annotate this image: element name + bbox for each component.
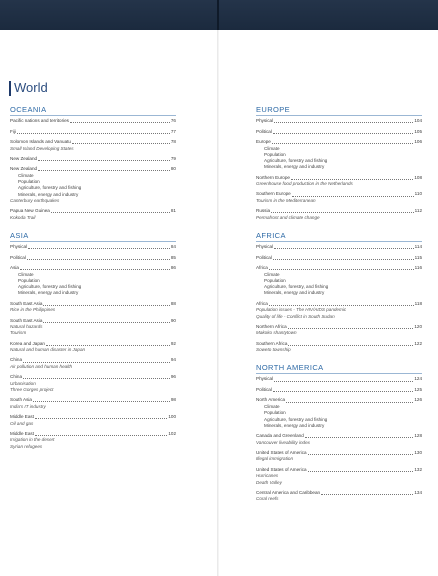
dot-leader	[274, 381, 413, 382]
dot-leader	[51, 212, 170, 213]
toc-subtopic: Agriculture, forestry and fishing	[18, 284, 82, 290]
toc-entry[interactable]	[10, 374, 176, 393]
page-title	[9, 80, 48, 96]
toc-entry[interactable]	[256, 244, 422, 251]
toc-page-number: 116	[414, 265, 422, 271]
toc-case-study: Vancouver liveability index	[256, 439, 310, 445]
toc-entry-title[interactable]: Pacific nations and territories	[10, 118, 69, 123]
toc-entry-title[interactable]: Political	[10, 254, 26, 260]
toc-entry-row[interactable]	[10, 118, 176, 125]
toc-entry-title[interactable]: Papua New Guinea	[10, 208, 50, 214]
toc-case-study: Death Valley	[256, 479, 282, 485]
dot-leader	[27, 259, 170, 260]
toc-subtopic: Minerals, energy and industry	[264, 290, 325, 296]
section-heading: OCEANIA	[10, 105, 176, 116]
toc-subtopic: Minerals, energy and industry	[18, 191, 79, 197]
toc-case-study: Syrian refugees	[10, 443, 43, 449]
toc-entry-title[interactable]: New Zealand	[10, 155, 38, 161]
toc-subtopic: Agriculture, forestry and fishing	[264, 158, 328, 164]
toc-subtopic: Population	[18, 277, 40, 283]
toc-subtopic: Population	[264, 151, 286, 157]
toc-page-number: 92	[170, 340, 176, 346]
dot-leader	[33, 401, 170, 402]
dot-leader	[269, 305, 414, 306]
toc-entry[interactable]	[10, 397, 176, 410]
toc-entry[interactable]	[256, 301, 422, 320]
toc-subtopic: Population	[264, 277, 286, 283]
toc-entry-title[interactable]: Southern Africa	[256, 340, 288, 346]
dot-leader	[274, 122, 413, 123]
toc-page-number: 76	[170, 118, 176, 123]
toc-case-study: Natural and human disaster in Japan	[10, 347, 86, 353]
toc-entry-title[interactable]: Physical	[256, 118, 274, 123]
toc-entry-row[interactable]	[256, 387, 422, 394]
toc-entry[interactable]	[256, 387, 422, 394]
toc-entry-title[interactable]: Physical	[256, 376, 274, 382]
dot-leader	[271, 212, 414, 213]
toc-case-study: Urbanisation	[10, 380, 36, 386]
toc-page-number: 79	[170, 155, 176, 161]
dot-leader	[273, 133, 413, 134]
section-heading: ASIA	[10, 231, 176, 242]
toc-entry-row[interactable]	[256, 376, 422, 383]
toc-entry-title[interactable]: Asia	[10, 265, 19, 271]
toc-entry[interactable]	[10, 431, 176, 450]
toc-page-number: 84	[170, 244, 176, 250]
toc-entry[interactable]	[10, 208, 176, 221]
toc-entry[interactable]	[256, 175, 422, 188]
toc-page-number: 122	[414, 340, 422, 346]
page-fold	[217, 0, 219, 576]
toc-entry[interactable]	[256, 376, 422, 383]
toc-entry-title[interactable]: Africa	[256, 300, 268, 306]
toc-entry[interactable]	[256, 129, 422, 136]
toc-entry-title[interactable]: Korea and Japan	[10, 340, 45, 346]
toc-page-number: 128	[414, 433, 422, 439]
dot-leader	[273, 391, 413, 392]
dot-leader	[23, 378, 170, 379]
toc-case-study: Makoko shantytown	[256, 330, 297, 336]
toc-entry[interactable]	[10, 414, 176, 427]
toc-subtopic: Climate	[18, 172, 34, 178]
toc-case-study: Oil and gas	[10, 420, 34, 426]
toc-entry-title[interactable]: Southern Europe	[256, 191, 291, 197]
toc-entry-title[interactable]: Canada and Greenland	[256, 433, 304, 439]
toc-entry-row[interactable]	[256, 244, 422, 251]
toc-entry-title[interactable]: Northern Africa	[256, 323, 287, 329]
toc-entry[interactable]	[10, 265, 176, 297]
toc-case-study: Air pollution and human health	[10, 363, 73, 369]
toc-page-number: 88	[170, 300, 176, 306]
toc-page-number: 81	[170, 208, 176, 214]
toc-subtopic: Population	[264, 410, 286, 416]
toc-entry[interactable]	[10, 244, 176, 251]
toc-page-number: 104	[414, 118, 422, 123]
dot-leader	[308, 471, 414, 472]
toc-entry[interactable]	[10, 166, 176, 204]
toc-page-number: 132	[414, 466, 422, 472]
toc-page-number: 94	[170, 357, 176, 363]
toc-page-number: 78	[170, 139, 176, 144]
toc-page-number: 120	[414, 323, 422, 329]
dot-leader	[269, 269, 414, 270]
toc-entry-row[interactable]	[256, 129, 422, 136]
toc-case-study: Rice in the Philippines	[10, 307, 56, 313]
toc-subtopic: Climate	[264, 145, 280, 151]
toc-entry[interactable]	[256, 450, 422, 463]
toc-case-study: Kokoda Trail	[10, 214, 36, 220]
dot-leader	[274, 248, 414, 249]
toc-case-study: Permafrost and climate change	[256, 214, 320, 220]
toc-entry[interactable]	[256, 208, 422, 221]
toc-entry[interactable]	[256, 139, 422, 171]
toc-subtopic: Minerals, energy and industry	[264, 422, 325, 428]
dot-leader	[321, 494, 413, 495]
dot-leader	[292, 196, 414, 197]
toc-entry[interactable]	[10, 139, 176, 152]
toc-entry-title[interactable]: Northern Europe	[256, 174, 290, 180]
section-heading: NORTH AMERICA	[256, 363, 422, 374]
toc-page-number: 126	[414, 397, 422, 403]
toc-entry-title[interactable]: Middle East	[10, 430, 35, 436]
toc-entry-row[interactable]	[256, 255, 422, 262]
toc-entry-title[interactable]: United States of America	[256, 449, 307, 455]
left-column	[10, 105, 176, 454]
dot-leader	[286, 402, 413, 403]
toc-entry-row[interactable]	[10, 156, 176, 163]
toc-case-study: Hurricanes	[256, 473, 279, 479]
toc-page-number: 134	[414, 489, 422, 495]
toc-page-number: 100	[168, 414, 176, 420]
toc-entry-row[interactable]	[10, 129, 176, 136]
toc-case-study: Three Gorges project	[10, 387, 54, 393]
toc-entry-row[interactable]	[10, 244, 176, 251]
toc-entry[interactable]	[10, 341, 176, 354]
title-accent-bar	[9, 81, 11, 96]
toc-entry[interactable]	[256, 191, 422, 204]
toc-page-number: 80	[170, 166, 176, 172]
toc-subtopic: Agriculture, forestry and fishing	[264, 416, 328, 422]
dot-leader	[305, 437, 414, 438]
toc-entry-title[interactable]: South East Asia	[10, 300, 43, 306]
toc-case-study: Coral reefs	[256, 496, 279, 502]
toc-entry[interactable]	[10, 357, 176, 370]
dot-leader	[291, 179, 413, 180]
toc-page-number: 96	[170, 374, 176, 380]
toc-page-number: 86	[170, 265, 176, 271]
toc-page-number: 130	[414, 449, 422, 455]
dot-leader	[35, 418, 167, 419]
toc-entry-title[interactable]: Russia	[256, 208, 271, 214]
toc-entry-title[interactable]: Europe	[256, 139, 271, 144]
toc-entry[interactable]	[10, 129, 176, 136]
toc-subtopic: Minerals, energy and industry	[18, 290, 79, 296]
toc-entry[interactable]	[256, 118, 422, 125]
dot-leader	[20, 269, 170, 270]
toc-entry-title[interactable]: North America	[256, 397, 286, 403]
toc-entry[interactable]	[256, 433, 422, 446]
toc-page-number: 118	[414, 300, 422, 306]
toc-page-number: 105	[414, 128, 422, 134]
toc-entry-title[interactable]: South East Asia	[10, 317, 43, 323]
page-fold-top	[217, 0, 219, 30]
dot-leader	[272, 143, 414, 144]
toc-entry[interactable]	[256, 265, 422, 297]
page-title-text: World	[14, 80, 48, 95]
toc-subtopic: Population	[18, 179, 40, 185]
toc-entry-title[interactable]: Political	[256, 128, 272, 134]
toc-entry[interactable]	[256, 341, 422, 354]
toc-entry[interactable]	[256, 255, 422, 262]
toc-subtopic: Agriculture, forestry, and fishing	[264, 284, 329, 290]
dot-leader	[17, 133, 170, 134]
dot-leader	[46, 345, 170, 346]
toc-entry[interactable]	[10, 156, 176, 163]
toc-entry-title[interactable]: Africa	[256, 265, 268, 271]
toc-case-study: Quality of life - Conflict in South Sudan	[256, 313, 335, 319]
toc-case-study: Illegal immigration	[256, 456, 294, 462]
dot-leader	[38, 160, 170, 161]
toc-subtopic: Climate	[18, 271, 34, 277]
toc-page-number: 98	[170, 397, 176, 403]
toc-entry[interactable]	[256, 467, 422, 486]
dot-leader	[70, 122, 170, 123]
dot-leader	[288, 345, 413, 346]
toc-page-number: 115	[414, 254, 422, 260]
toc-entry-title[interactable]: Physical	[256, 244, 274, 250]
toc-entry[interactable]	[256, 490, 422, 503]
toc-entry-title[interactable]: Political	[256, 386, 272, 392]
dot-leader	[43, 322, 169, 323]
dot-leader	[273, 259, 414, 260]
toc-page-number: 108	[414, 174, 422, 180]
toc-page-number: 125	[414, 386, 422, 392]
header-band	[0, 0, 438, 30]
dot-leader	[38, 170, 170, 171]
toc-entry-title[interactable]: China	[10, 357, 23, 363]
toc-page-number: 112	[414, 208, 422, 214]
toc-entry-title[interactable]: Physical	[10, 244, 28, 250]
toc-entry-title[interactable]: China	[10, 374, 23, 380]
dot-leader	[23, 362, 170, 363]
toc-page-number: 124	[414, 376, 422, 382]
toc-case-study: India's IT industry	[10, 403, 46, 409]
toc-entry-title[interactable]: Political	[256, 254, 272, 260]
toc-entry-title[interactable]: Fiji	[10, 128, 16, 134]
toc-case-study: Canterbury earthquakes	[10, 197, 60, 203]
dot-leader	[72, 143, 170, 144]
toc-entry[interactable]	[10, 318, 176, 337]
toc-entry-row[interactable]	[256, 118, 422, 125]
toc-case-study: Soweto township	[256, 347, 291, 353]
toc-entry-title[interactable]: South Asia	[10, 397, 32, 403]
dot-leader	[28, 248, 170, 249]
toc-page-number: 110	[414, 191, 422, 197]
toc-case-study: Irrigation in the desert	[10, 437, 55, 443]
dot-leader	[308, 454, 414, 455]
toc-case-study: Small Island Developing States	[10, 145, 74, 151]
toc-page-number: 114	[414, 244, 422, 250]
toc-entry-title[interactable]: New Zealand	[10, 166, 38, 172]
toc-entry-row[interactable]	[10, 255, 176, 262]
toc-case-study: Tourism	[10, 330, 27, 336]
toc-entry[interactable]	[256, 397, 422, 429]
section-heading: EUROPE	[256, 105, 422, 116]
toc-case-study: Greenhouse food production in the Netherlands	[256, 181, 353, 187]
toc-entry-title[interactable]: Solomon Islands and Vanuatu	[10, 139, 71, 144]
toc-entry[interactable]	[10, 118, 176, 125]
toc-page-number: 90	[170, 317, 176, 323]
toc-subtopic: Agriculture, forestry and fishing	[18, 185, 82, 191]
toc-case-study: Natural hazards	[10, 324, 43, 330]
toc-subtopic: Climate	[264, 403, 280, 409]
toc-entry[interactable]	[256, 324, 422, 337]
dot-leader	[288, 328, 414, 329]
toc-entry-title[interactable]: Central America and Caribbean	[256, 489, 321, 495]
toc-entry-title[interactable]: United States of America	[256, 466, 307, 472]
toc-entry-title[interactable]: Middle East	[10, 414, 35, 420]
section-heading: AFRICA	[256, 231, 422, 242]
dot-leader	[35, 435, 167, 436]
toc-subtopic: Climate	[264, 271, 280, 277]
right-column	[256, 105, 422, 507]
dot-leader	[43, 305, 169, 306]
toc-case-study: Population issues - The HIV/AIDS pandemic	[256, 307, 347, 313]
toc-subtopic: Minerals, energy and industry	[264, 164, 325, 170]
toc-page-number: 102	[168, 430, 176, 436]
toc-entry[interactable]	[10, 301, 176, 314]
toc-page-number: 106	[414, 139, 422, 144]
toc-page-number: 85	[170, 254, 176, 260]
toc-case-study: Tourism in the Mediterranean	[256, 197, 316, 203]
toc-page-number: 77	[170, 128, 176, 134]
toc-entry[interactable]	[10, 255, 176, 262]
